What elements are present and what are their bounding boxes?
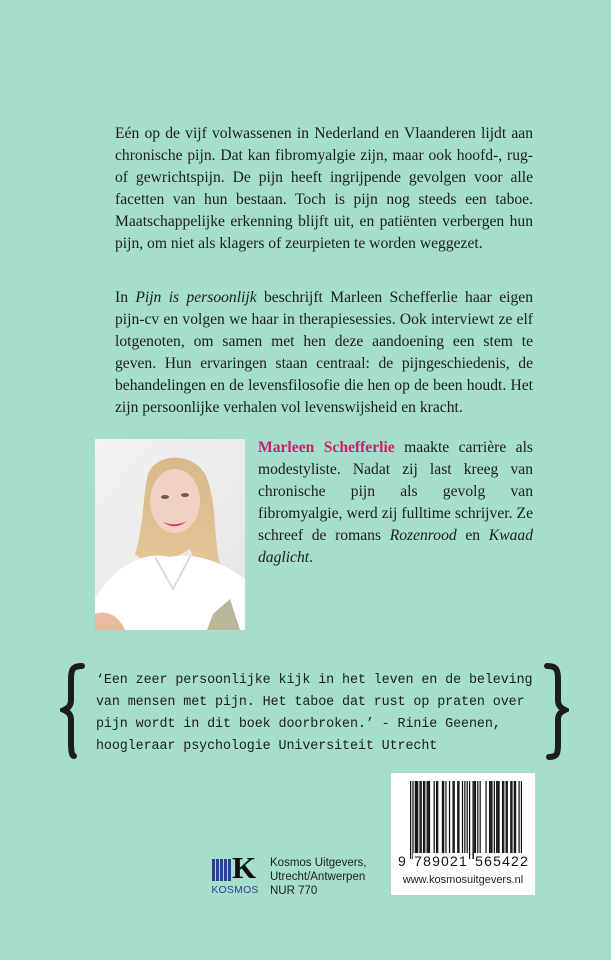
novel-title-1: Rozenrood xyxy=(389,527,457,544)
bio-and: en xyxy=(456,527,489,544)
publisher-name: Kosmos Uitgevers, xyxy=(270,857,367,869)
right-curly-brace-icon xyxy=(541,660,569,760)
blurb-paragraph-2 xyxy=(115,287,533,419)
publisher-website: www.kosmosuitgevers.nl xyxy=(402,874,524,886)
barcode-panel xyxy=(391,773,535,895)
author-name: Marleen Schefferlie xyxy=(258,439,395,456)
publisher-location: Utrecht/Antwerpen xyxy=(270,871,366,883)
isbn-digit-prefix: 9 xyxy=(398,853,407,869)
paragraph-body: beschrijft Marleen Schefferlie haar eigen pijn-cv en volgen we haar in therapiesessies. Ook interviewt ze elf lotgenoten, om samen met hen deze aandoening een stem te geven. Hun ervaringen staan centraal: de pijngeschiedenis, de behandelingen en de levensfilosofie die hen op de been houdt. Het zijn persoonlijke verhalen vol levenswijsheid en kracht. xyxy=(115,289,533,416)
publisher-info xyxy=(270,856,367,898)
barcode-icon xyxy=(410,781,522,859)
review-quote: ‘Een zeer persoonlijke kijk in het leven en de beleving van mensen met pijn. Het taboe dat rust op praten over pijn wordt in dit boek doorbroken.’ - Rinie Geenen, hoogleraar psychologie Universiteit Utrecht xyxy=(96,673,533,754)
isbn-digits-left: 789021 xyxy=(414,853,469,869)
author-photo xyxy=(95,439,245,630)
logo-mark-icon xyxy=(212,850,258,885)
logo-letter: K xyxy=(232,850,257,885)
author-portrait-image xyxy=(95,439,245,630)
book-title: Pijn is persoonlijk xyxy=(135,289,257,306)
logo-wordmark: KOSMOS xyxy=(211,884,259,896)
left-curly-brace-icon xyxy=(60,660,88,760)
nur-code: NUR 770 xyxy=(270,885,318,897)
blurb-paragraph-1: Eén op de vijf volwassenen in Nederland en Vlaanderen lijdt aan chronische pijn. Dat kan fibromyalgie zijn, maar ook hoofd-, rug- of gewrichtspijn. De pijn heeft ingrijpende gevolgen voor alle facetten van hun bestaan. Toch is pijn nog steeds een taboe. Maatschappelijke erkenning blijft uit, en patiënten verbergen hun pijn, om niet als klagers of zeurpieten te worden weggezet. xyxy=(115,125,533,252)
novel-title-2: Kwaad daglicht xyxy=(258,527,533,566)
isbn-number xyxy=(397,853,531,869)
bio-text: maakte carrière als modestyliste. Nadat zij last kreeg van chronische pijn als gevolg van fibromyalgie, werd zij fulltime schrijver. Ze schreef de romans xyxy=(258,439,533,544)
paragraph-prefix: In xyxy=(115,289,136,306)
bio-end: . xyxy=(309,549,314,566)
isbn-digits-right: 565422 xyxy=(475,853,530,869)
kosmos-logo xyxy=(211,850,259,897)
author-bio xyxy=(258,437,533,569)
